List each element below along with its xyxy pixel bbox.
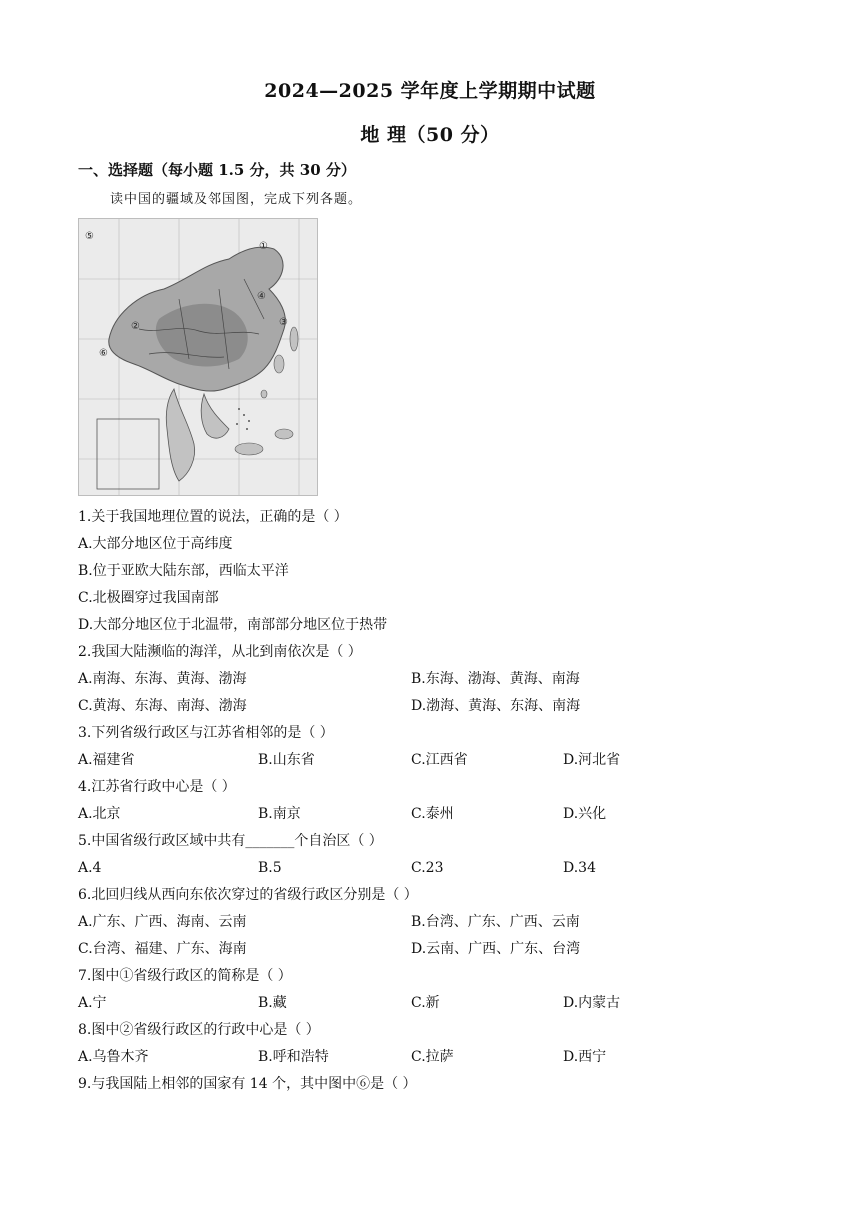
question-7-option-c: C.新: [411, 995, 440, 1011]
question-4-option-b: B.南京: [258, 806, 301, 822]
question-2-option-c: C.黄海、东海、南海、渤海: [78, 698, 247, 714]
question-8-option-c: C.拉萨: [411, 1049, 454, 1065]
question-3-option-a: A.福建省: [78, 752, 135, 768]
question-7-option-a: A.宁: [78, 995, 107, 1011]
question-1-option-c: C.北极圈穿过我国南部: [78, 590, 219, 606]
question-4-option-a: A.北京: [78, 806, 121, 822]
question-8-option-b: B.呼和浩特: [258, 1049, 329, 1065]
question-5-option-c: C.23: [411, 860, 444, 876]
question-8-option-d: D.西宁: [563, 1049, 607, 1065]
map-marker-4: ④: [257, 291, 266, 302]
question-7-option-d: D.内蒙古: [563, 995, 621, 1011]
question-2-option-d: D.渤海、黄海、东海、南海: [411, 698, 581, 714]
question-3-option-b: B.山东省: [258, 752, 315, 768]
question-9-stem: 9.与我国陆上相邻的国家有 14 个，其中图中⑥是（ ）: [78, 1076, 417, 1092]
question-3-stem: 3.下列省级行政区与江苏省相邻的是（ ）: [78, 725, 334, 741]
question-5-stem: 5.中国省级行政区域中共有_______个自治区（ ）: [78, 833, 383, 849]
question-4-stem: 4.江苏省行政中心是（ ）: [78, 779, 236, 795]
subject-title: 地 理（50 分）: [360, 124, 500, 146]
question-6-option-b: B.台湾、广东、广西、云南: [411, 914, 580, 930]
map-marker-2: ②: [131, 321, 140, 332]
map-marker-6: ⑥: [99, 348, 108, 359]
map-marker-5: ⑤: [85, 231, 94, 242]
question-1-option-d: D.大部分地区位于北温带，南部部分地区位于热带: [78, 617, 388, 633]
question-1-option-b: B.位于亚欧大陆东部，西临太平洋: [78, 563, 289, 579]
question-6-stem: 6.北回归线从西向东依次穿过的省级行政区分别是（ ）: [78, 887, 418, 903]
question-3-option-d: D.河北省: [563, 752, 621, 768]
question-1-stem: 1.关于我国地理位置的说法，正确的是（ ）: [78, 509, 348, 525]
question-5-option-b: B.5: [258, 860, 282, 876]
map-intro-text: 读中国的疆域及邻国图，完成下列各题。: [110, 192, 363, 207]
map-marker-1: ①: [259, 241, 268, 252]
question-7-option-b: B.藏: [258, 995, 287, 1011]
question-1-option-a: A.大部分地区位于高纬度: [78, 536, 233, 552]
question-2-stem: 2.我国大陆濒临的海洋，从北到南依次是（ ）: [78, 644, 362, 660]
question-8-stem: 8.图中②省级行政区的行政中心是（ ）: [78, 1022, 320, 1038]
question-7-stem: 7.图中①省级行政区的简称是（ ）: [78, 968, 292, 984]
question-2-option-b: B.东海、渤海、黄海、南海: [411, 671, 580, 687]
question-3-option-c: C.江西省: [411, 752, 468, 768]
question-6-option-a: A.广东、广西、海南、云南: [78, 914, 247, 930]
exam-title: 2024—2025 学年度上学期期中试题: [264, 80, 596, 102]
section-heading: 一、选择题（每小题 1.5 分，共 30 分）: [78, 161, 356, 179]
map-marker-3: ③: [279, 317, 288, 328]
question-5-option-d: D.34: [563, 860, 596, 876]
question-6-option-c: C.台湾、福建、广东、海南: [78, 941, 247, 957]
question-2-option-a: A.南海、东海、黄海、渤海: [78, 671, 247, 687]
question-6-option-d: D.云南、广西、广东、台湾: [411, 941, 581, 957]
china-map-image: [78, 218, 318, 496]
question-8-option-a: A.乌鲁木齐: [78, 1049, 149, 1065]
question-4-option-d: D.兴化: [563, 806, 607, 822]
question-4-option-c: C.泰州: [411, 806, 454, 822]
question-5-option-a: A.4: [78, 860, 102, 876]
